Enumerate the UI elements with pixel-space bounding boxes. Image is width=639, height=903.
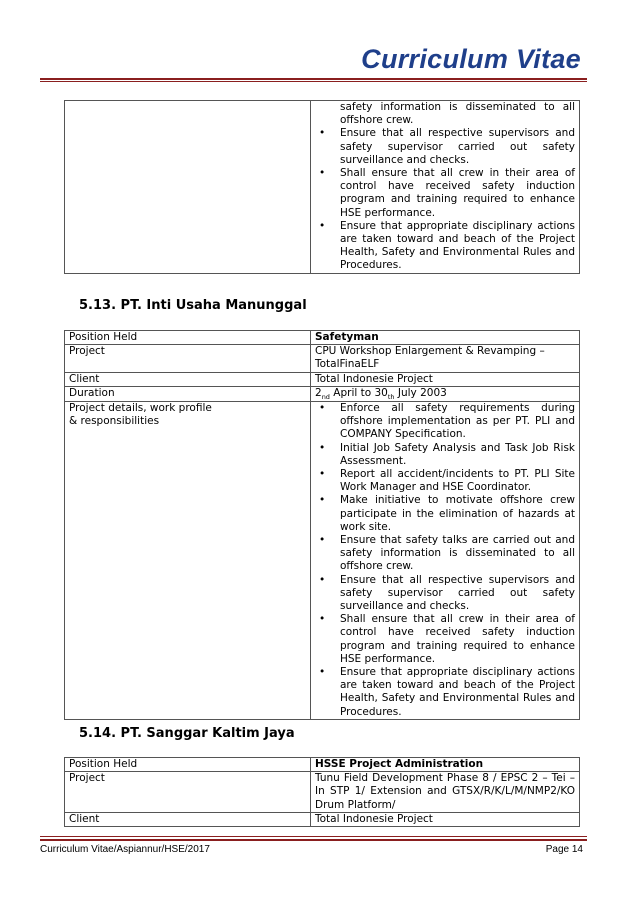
- page-number: Page 14: [545, 844, 583, 855]
- duration-label: Duration: [65, 386, 311, 401]
- client-value: Total Indonesie Project: [311, 372, 580, 386]
- project-value: Tunu Field Development Phase 8 / EPSC 2 – Tei – In STP 1/ Extension and GTSX/R/K/L/M/NMP2/KO Drum Platform/: [311, 772, 580, 813]
- client-label: Client: [65, 372, 311, 386]
- project-label: Project: [65, 345, 311, 372]
- bullet-text: Report all accident/incidents to PT. PLI Site Work Manager and HSE Coordinator.: [340, 468, 575, 494]
- bullet-icon: •: [319, 613, 326, 626]
- section-heading-5-14: 5.14. PT. Sanggar Kaltim Jaya: [79, 726, 295, 741]
- job-table-5-13: [64, 330, 580, 720]
- bullet-item: [315, 494, 575, 534]
- empty-label-cell: [65, 101, 311, 274]
- bullet-text: safety information is disseminated to all offshore crew.: [340, 101, 575, 127]
- responsibilities-cell: [311, 402, 580, 720]
- bullet-item: [315, 101, 575, 127]
- bullet-text: Ensure that all respective supervisors and safety supervisor carried out safety surveillance and checks.: [340, 127, 575, 166]
- bullet-item: [315, 468, 575, 494]
- bullet-icon: •: [319, 534, 326, 547]
- bullet-icon: •: [319, 441, 326, 454]
- job-table-5-14: [64, 757, 580, 827]
- bullet-item: [315, 442, 575, 468]
- bullet-icon: •: [319, 402, 326, 415]
- document-title: Curriculum Vitae: [361, 44, 581, 74]
- duration-value: 2nd April to 30th July 2003: [311, 386, 580, 401]
- footer-divider-thin: [40, 836, 587, 837]
- client-value: Total Indonesie Project: [311, 812, 580, 826]
- bullet-item: [315, 574, 575, 614]
- project-value: CPU Workshop Enlargement & Revamping – TotalFinaELF: [311, 345, 580, 372]
- bullet-text: Initial Job Safety Analysis and Task Job Risk Assessment.: [340, 441, 575, 467]
- bullet-item: [315, 402, 575, 442]
- client-label: Client: [65, 812, 311, 826]
- footer-reference: Curriculum Vitae/Aspiannur/HSE/2017: [40, 844, 210, 855]
- continued-bullet-list: [315, 101, 575, 273]
- header-divider: [40, 78, 587, 80]
- position-label: Position Held: [65, 331, 311, 345]
- position-value: HSSE Project Administration: [311, 758, 580, 772]
- details-label-line-2: & responsibilities: [69, 415, 160, 428]
- bullet-text: Make initiative to motivate offshore crew participate in the elimination of hazards at work site.: [340, 494, 575, 533]
- bullet-item: [315, 167, 575, 220]
- bullet-icon: •: [319, 573, 326, 586]
- project-label: Project: [65, 772, 311, 813]
- bullet-icon: •: [319, 219, 326, 232]
- continuation-table: [64, 100, 580, 274]
- details-label-line-1: Project details, work profile: [69, 402, 212, 415]
- bullet-icon: •: [319, 468, 326, 481]
- bullet-text: Ensure that appropriate disciplinary actions are taken toward and beach of the Project Health, Safety and Environmental Rules and Procedures.: [340, 666, 575, 718]
- position-label: Position Held: [65, 758, 311, 772]
- bullet-text: Ensure that appropriate disciplinary actions are taken toward and beach of the Project Health, Safety and Environmental Rules and Procedures.: [340, 219, 575, 272]
- bullet-item: [315, 534, 575, 574]
- bullet-text: Ensure that safety talks are carried out and safety information is disseminated to all offshore crew.: [340, 534, 575, 573]
- bullet-text: Shall ensure that all crew in their area of control have received safety induction program and training required to enhance HSE performance.: [340, 167, 575, 219]
- header-divider-thin: [40, 81, 587, 82]
- position-value: Safetyman: [311, 331, 580, 345]
- section-heading-5-13: 5.13. PT. Inti Usaha Manunggal: [79, 298, 307, 313]
- bullet-item: [315, 220, 575, 273]
- details-label: [65, 402, 311, 720]
- bullet-item: [315, 666, 575, 719]
- bullet-text: Shall ensure that all crew in their area of control have received safety induction program and training required to enhance HSE performance.: [340, 613, 575, 665]
- bullet-icon: •: [319, 494, 326, 507]
- footer-divider: [40, 839, 587, 841]
- continued-responsibilities-cell: [311, 101, 580, 274]
- bullet-text: Ensure that all respective supervisors and safety supervisor carried out safety surveillance and checks.: [340, 573, 575, 613]
- bullet-item: [315, 127, 575, 167]
- bullet-icon: •: [319, 167, 326, 180]
- bullet-item: [315, 613, 575, 666]
- bullet-icon: •: [319, 127, 326, 140]
- responsibilities-bullet-list: [315, 402, 575, 719]
- bullet-text: Enforce all safety requirements during offshore implementation as per PT. PLI and COMPANY Specification.: [340, 402, 575, 441]
- bullet-icon: •: [319, 666, 326, 679]
